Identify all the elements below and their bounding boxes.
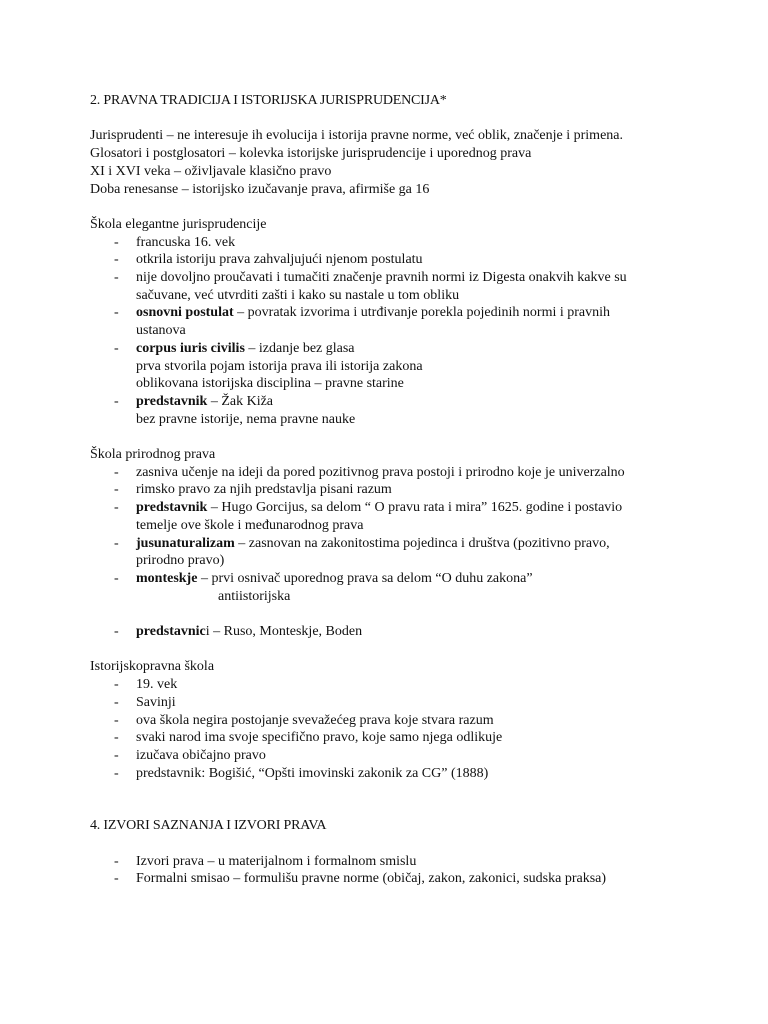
item-text: nije dovoljno proučavati i tumačiti značenje pravnih normi iz Digesta onakvih kakve su <box>136 270 627 285</box>
bold-term: predstavnik <box>136 393 208 409</box>
item-text: – izdanje bez glasa <box>244 340 355 356</box>
list-item <box>90 870 690 888</box>
item-text: i – Ruso, Monteskje, Boden <box>205 624 363 640</box>
list-item <box>90 853 690 871</box>
item-text: izučava običajno pravo <box>136 747 266 763</box>
bullet-dash: - <box>114 694 119 710</box>
list-item <box>90 269 690 304</box>
bullet-dash: - <box>114 252 119 268</box>
item-text: otkrila istoriju prava zahvaljujući njenom postulatu <box>136 252 423 268</box>
item-continuation: prirodno pravo) <box>136 553 225 569</box>
list-item <box>90 694 690 712</box>
intro-line: Doba renesanse – istorijsko izučavanje prava, afirmiše ga 16 <box>90 181 430 197</box>
bold-term: jusunaturalizam <box>136 535 235 551</box>
list-item <box>90 304 690 339</box>
item-text: – Hugo Gorcijus, sa delom “ O pravu rata i mira” 1625. godine i postavio <box>207 500 623 516</box>
bullet-dash: - <box>114 570 119 586</box>
list-item <box>90 729 690 747</box>
list-item <box>90 340 690 393</box>
document-body <box>90 92 690 888</box>
bold-term: monteskje <box>136 570 198 586</box>
item-text: – Žak Kiža <box>207 393 274 409</box>
item-text: Formalni smisao – formulišu pravne norme (običaj, zakon, zakonici, sudska praksa) <box>136 871 607 887</box>
intro-paragraph <box>90 127 690 198</box>
bullet-dash: - <box>114 305 119 321</box>
bullet-dash: - <box>114 340 119 356</box>
item-text: ova škola negira postojanje svevažećeg prava koje stvara razum <box>136 712 494 728</box>
list-item <box>90 712 690 730</box>
bullet-dash: - <box>114 730 119 746</box>
bullet-list-skola-elegantne <box>90 234 690 429</box>
bullet-dash: - <box>114 270 119 285</box>
item-text: rimsko pravo za njih predstavlja pisani razum <box>136 482 392 498</box>
bullet-dash: - <box>114 765 119 781</box>
bullet-dash: - <box>114 624 119 640</box>
intro-line: Jurisprudenti – ne interesuje ih evolucija i istorija pravne norme, već oblik, značenje i primena. <box>90 128 623 144</box>
bullet-list-skola-prirodnog <box>90 464 690 641</box>
item-continuation: bez pravne istorije, nema pravne nauke <box>136 411 356 427</box>
item-continuation: oblikovana istorijska disciplina – pravne starine <box>136 376 404 392</box>
list-item <box>90 570 690 605</box>
subsection-title-skola-elegantne: Škola elegantne jurisprudencije <box>90 216 267 232</box>
item-text: Savinji <box>136 694 176 710</box>
list-item <box>90 464 690 482</box>
bold-term: osnovni postulat <box>136 305 234 321</box>
bullet-dash: - <box>114 393 119 409</box>
item-text: – prvi osnivač uporednog prava sa delom “O duhu zakona” <box>197 570 533 586</box>
list-item <box>90 623 690 641</box>
list-item <box>90 535 690 570</box>
item-text: – povratak izvorima i utrđivanje porekla pojedinih normi i pravnih <box>233 305 611 321</box>
item-text: zasniva učenje na ideji da pored pozitivnog prava postoji i prirodno koje je univerzalno <box>136 464 625 480</box>
list-item <box>90 481 690 499</box>
item-text: svaki narod ima svoje specifično pravo, koje samo njega odlikuje <box>136 730 503 746</box>
bullet-dash: - <box>114 500 119 516</box>
bold-term: predstavnic <box>136 624 206 640</box>
bullet-dash: - <box>114 464 119 480</box>
item-continuation: temelje ove škole i međunarodnog prava <box>136 517 364 533</box>
list-item <box>90 393 690 428</box>
item-text: predstavnik: Bogišić, “Opšti imovinski zakonik za CG” (1888) <box>136 765 489 781</box>
bullet-dash: - <box>114 677 119 693</box>
list-item <box>90 765 690 783</box>
bullet-dash: - <box>114 712 119 728</box>
item-text: – zasnovan na zakonitostima pojedinca i društva (pozitivno pravo, <box>234 535 610 551</box>
bullet-dash: - <box>114 234 119 250</box>
bullet-list-izvori <box>90 853 690 888</box>
bullet-dash: - <box>114 482 119 498</box>
item-text: francuska 16. vek <box>136 234 236 250</box>
bullet-dash: - <box>114 853 119 869</box>
item-indented-note: antiistorijska <box>218 588 291 604</box>
item-text: 19. vek <box>136 677 178 693</box>
intro-line: XI i XVI veka – oživljavale klasično pravo <box>90 163 332 179</box>
section-heading-izvori: 4. IZVORI SAZNANJA I IZVORI PRAVA <box>90 818 327 834</box>
item-continuation: ustanova <box>136 323 186 339</box>
list-item <box>90 747 690 765</box>
intro-line: Glosatori i postglosatori – kolevka istorijske jurisprudencije i uporednog prava <box>90 146 532 162</box>
bold-term: corpus iuris civilis <box>136 340 245 356</box>
bullet-list-istorijskopravna <box>90 676 690 782</box>
item-continuation: prva stvorila pojam istorija prava ili istorija zakona <box>136 358 423 374</box>
section-heading-pravna-tradicija: 2. PRAVNA TRADICIJA I ISTORIJSKA JURISPRUDENCIJA* <box>90 93 447 108</box>
bullet-dash: - <box>114 747 119 763</box>
bullet-dash: - <box>114 535 119 551</box>
bullet-dash: - <box>114 871 119 887</box>
list-item <box>90 499 690 534</box>
subsection-title-istorijskopravna: Istorijskopravna škola <box>90 659 215 675</box>
list-item <box>90 234 690 252</box>
list-item <box>90 251 690 269</box>
bold-term: predstavnik <box>136 500 208 516</box>
item-continuation: sačuvane, već utvrditi zašti i kako su nastale u tom obliku <box>136 287 460 303</box>
list-item <box>90 676 690 694</box>
subsection-title-skola-prirodnog: Škola prirodnog prava <box>90 447 216 463</box>
item-text: Izvori prava – u materijalnom i formalnom smislu <box>136 853 417 869</box>
